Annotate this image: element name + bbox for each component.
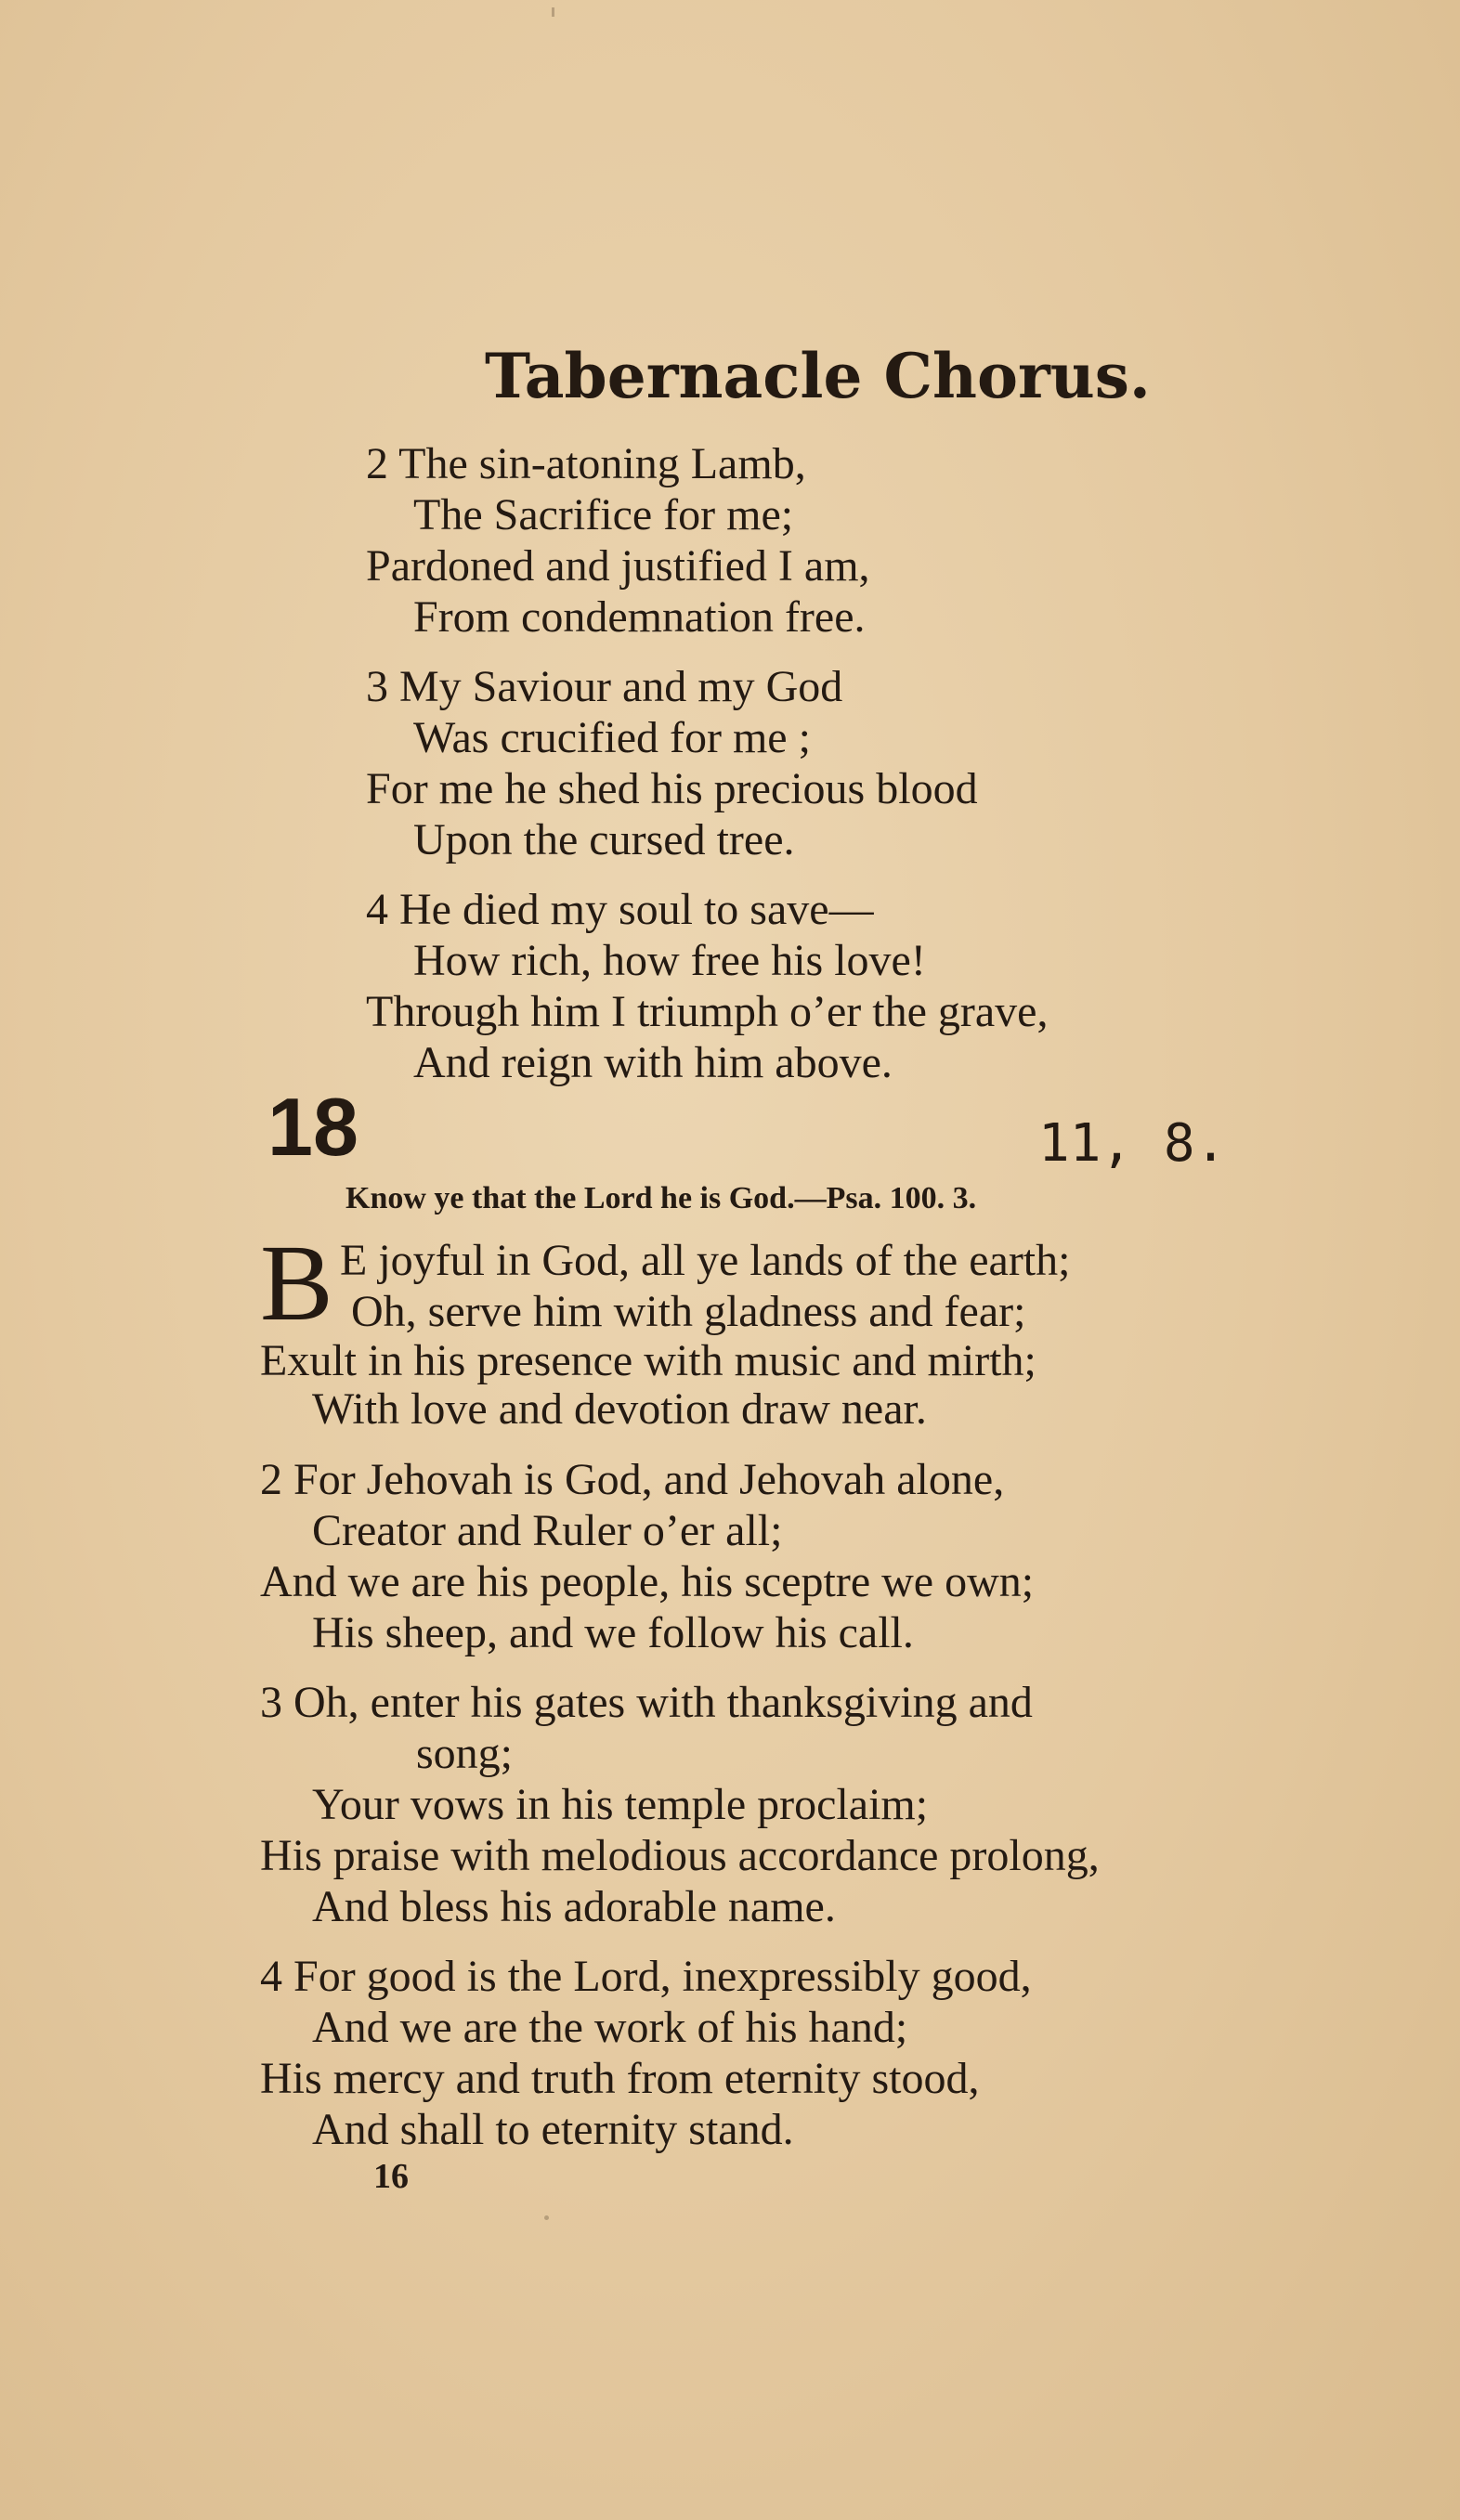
hymn-17-verse-3-line-2: Was crucified for me ; xyxy=(413,713,811,762)
hymn-18-verse-1-line-4: With love and devotion draw near. xyxy=(312,1384,927,1434)
drop-cap: B xyxy=(260,1222,333,1344)
hymn-18-verse-3-line-4: His praise with melodious accordance prolong, xyxy=(260,1831,1100,1880)
hymn-meter: 11, 8. xyxy=(1038,1113,1227,1174)
hymn-17-verse-4-line-1: 4 He died my soul to save— xyxy=(366,885,874,934)
hymn-18-verse-2-line-4: His sheep, and we follow his call. xyxy=(312,1608,914,1657)
hymn-18-verse-3-line-3: Your vows in his temple proclaim; xyxy=(312,1780,929,1829)
hymn-17-verse-2-line-3: Pardoned and justified I am, xyxy=(366,541,870,591)
hymn-18-verse-3-line-5: And bless his adorable name. xyxy=(312,1882,836,1931)
hymn-17-verse-4-line-2: How rich, how free his love! xyxy=(413,936,926,985)
scripture-reference: Know ye that the Lord he is God.—Psa. 100. 3. xyxy=(345,1181,977,1215)
hymn-18-verse-2-line-3: And we are his people, his sceptre we own; xyxy=(260,1557,1035,1606)
hymn-18-verse-1-line-3: Exult in his presence with music and mirth; xyxy=(260,1336,1036,1385)
page-number: 16 xyxy=(373,2157,409,2196)
page-fleck xyxy=(544,2215,549,2220)
page-header-title: Tabernacle Chorus. xyxy=(485,340,1151,412)
hymn-17-verse-3-line-1: 3 My Saviour and my God xyxy=(366,662,843,711)
hymn-18-verse-2-line-2: Creator and Ruler o’er all; xyxy=(312,1506,783,1555)
hymn-number: 18 xyxy=(267,1081,358,1173)
hymn-18-verse-1-line-2: Oh, serve him with gladness and fear; xyxy=(351,1287,1026,1336)
hymn-17-verse-2-line-4: From condemnation free. xyxy=(413,592,866,642)
hymn-18-verse-1-line-1: E joyful in God, all ye lands of the earth; xyxy=(340,1236,1071,1285)
page-fleck xyxy=(552,7,554,17)
hymn-18-verse-3-line-2: song; xyxy=(416,1729,514,1778)
hymn-18-verse-3-line-1: 3 Oh, enter his gates with thanksgiving and xyxy=(260,1678,1033,1727)
hymn-18-verse-4-line-3: His mercy and truth from eternity stood, xyxy=(260,2054,980,2103)
hymn-18-verse-4-line-2: And we are the work of his hand; xyxy=(312,2003,908,2052)
hymn-17-verse-2-line-2: The Sacrifice for me; xyxy=(413,490,794,539)
hymn-17-verse-4-line-3: Through him I triumph o’er the grave, xyxy=(366,987,1049,1036)
hymn-17-verse-4-line-4: And reign with him above. xyxy=(413,1038,893,1087)
hymn-17-verse-2-line-1: 2 The sin-atoning Lamb, xyxy=(366,439,806,488)
hymn-17-verse-3-line-4: Upon the cursed tree. xyxy=(413,815,795,864)
hymn-18-verse-4-line-4: And shall to eternity stand. xyxy=(312,2105,794,2154)
hymn-17-verse-3-line-3: For me he shed his precious blood xyxy=(366,764,978,813)
hymn-18-verse-2-line-1: 2 For Jehovah is God, and Jehovah alone, xyxy=(260,1455,1005,1504)
hymn-18-verse-4-line-1: 4 For good is the Lord, inexpressibly good, xyxy=(260,1952,1032,2001)
